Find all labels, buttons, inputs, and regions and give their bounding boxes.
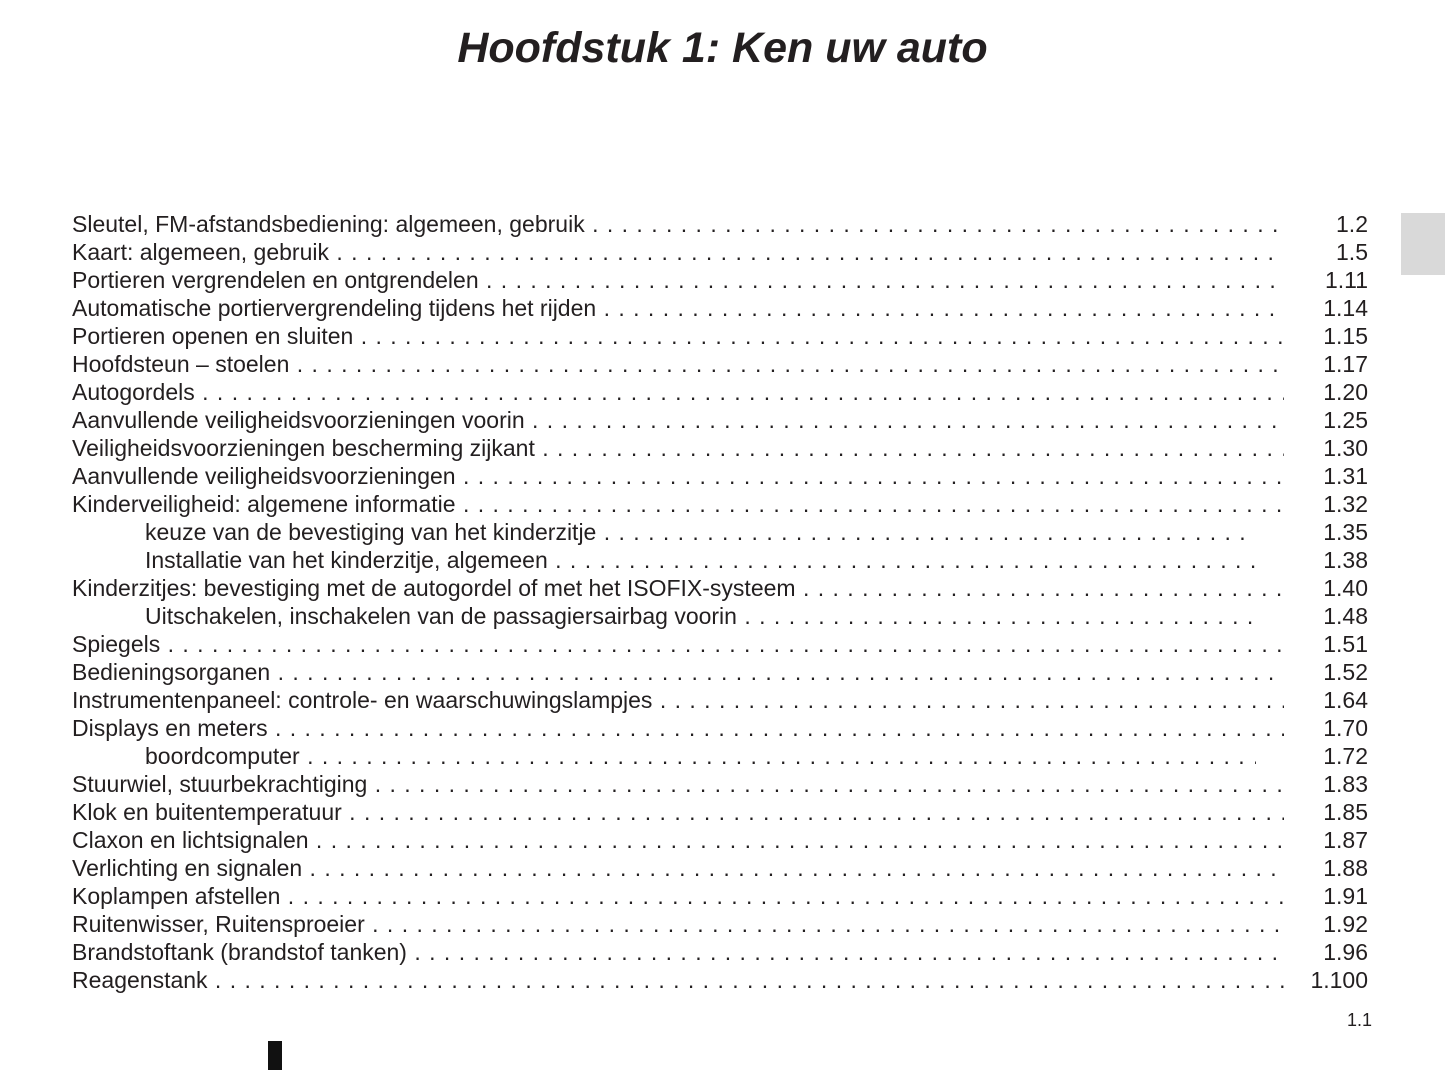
toc-entry-label: Sleutel, FM-afstandsbediening: algemeen, gebruik . . . (72, 210, 1284, 238)
toc-entry-page: 1.38 (1323, 547, 1368, 573)
toc-entry-label: Instrumentenpaneel: controle- en waarschuwingslampjes . . . (72, 686, 1284, 714)
toc-entry-label: Autogordels . . . (72, 378, 1284, 406)
toc-entry[interactable] (72, 490, 1372, 518)
toc-entry-page: 1.17 (1323, 351, 1368, 377)
toc-entry-page: 1.72 (1323, 743, 1368, 769)
toc-entry[interactable] (72, 686, 1372, 714)
toc-entry-label: Kinderzitjes: bevestiging met de autogordel of met het ISOFIX-systeem . . . (72, 574, 1284, 602)
toc-entry-page: 1.2 (1336, 211, 1368, 237)
toc-entry-page: 1.20 (1323, 379, 1368, 405)
toc-entry[interactable] (72, 882, 1372, 910)
toc-entry-label: Spiegels . . . (72, 630, 1284, 658)
toc-entry[interactable] (72, 266, 1372, 294)
toc-entry-page: 1.85 (1323, 799, 1368, 825)
toc-entry[interactable] (72, 742, 1372, 770)
toc-entry[interactable] (72, 714, 1372, 742)
toc-entry[interactable] (72, 518, 1372, 546)
toc-entry-label: Klok en buitentemperatuur . . . (72, 798, 1284, 826)
toc-entry-label: Kaart: algemeen, gebruik . . . (72, 238, 1284, 266)
toc-entry[interactable] (72, 462, 1372, 490)
toc-entry-page: 1.25 (1323, 407, 1368, 433)
toc-entry[interactable] (72, 602, 1372, 630)
toc-entry[interactable] (72, 546, 1372, 574)
toc-entry-label: Veiligheidsvoorzieningen bescherming zijkant . . . (72, 434, 1284, 462)
toc-entry-label: Ruitenwisser, Ruitensproeier . . . (72, 910, 1284, 938)
toc-entry[interactable] (72, 322, 1372, 350)
toc-entry[interactable] (72, 406, 1372, 434)
toc-entry-page: 1.35 (1323, 519, 1368, 545)
toc-entry[interactable] (72, 294, 1372, 322)
toc-entry-page: 1.30 (1323, 435, 1368, 461)
toc-entry-label: Installatie van het kinderzitje, algemeen . . . (145, 546, 1256, 574)
chapter-tab-marker (1401, 213, 1445, 275)
print-edge-mark (268, 1041, 282, 1070)
table-of-contents (72, 210, 1372, 994)
toc-entry[interactable] (72, 770, 1372, 798)
toc-entry-page: 1.88 (1323, 855, 1368, 881)
toc-entry[interactable] (72, 434, 1372, 462)
toc-entry-page: 1.83 (1323, 771, 1368, 797)
toc-entry-page: 1.32 (1323, 491, 1368, 517)
toc-entry-label: Displays en meters . . . (72, 714, 1284, 742)
toc-entry-label: Reagenstank . . . (72, 966, 1284, 994)
toc-entry[interactable] (72, 854, 1372, 882)
toc-entry-label: Aanvullende veiligheidsvoorzieningen . . . (72, 462, 1284, 490)
toc-entry[interactable] (72, 966, 1372, 994)
toc-entry-page: 1.48 (1323, 603, 1368, 629)
toc-entry[interactable] (72, 658, 1372, 686)
toc-entry-page: 1.14 (1323, 295, 1368, 321)
toc-entry[interactable] (72, 826, 1372, 854)
toc-entry-label: Portieren vergrendelen en ontgrendelen . . . (72, 266, 1284, 294)
toc-entry-label: Koplampen afstellen . . . (72, 882, 1284, 910)
toc-entry[interactable] (72, 350, 1372, 378)
toc-entry-label: Bedieningsorganen . . . (72, 658, 1284, 686)
toc-entry-page: 1.64 (1323, 687, 1368, 713)
toc-entry-page: 1.96 (1323, 939, 1368, 965)
toc-entry[interactable] (72, 238, 1372, 266)
toc-entry[interactable] (72, 938, 1372, 966)
toc-entry-label: Aanvullende veiligheidsvoorzieningen voorin . . . (72, 406, 1284, 434)
toc-entry-label: Kinderveiligheid: algemene informatie . . . (72, 490, 1284, 518)
toc-entry[interactable] (72, 910, 1372, 938)
toc-entry-label: keuze van de bevestiging van het kinderzitje . . . (145, 518, 1256, 546)
toc-entry-page: 1.91 (1323, 883, 1368, 909)
toc-entry[interactable] (72, 798, 1372, 826)
toc-entry-page: 1.70 (1323, 715, 1368, 741)
toc-entry-page: 1.52 (1323, 659, 1368, 685)
toc-entry-label: Hoofdsteun – stoelen . . . (72, 350, 1284, 378)
toc-entry-page: 1.100 (1310, 967, 1368, 993)
toc-entry-label: boordcomputer . . . (145, 742, 1256, 770)
toc-entry-label: Portieren openen en sluiten . . . (72, 322, 1284, 350)
page-title: Hoofdstuk 1: Ken uw auto (457, 24, 988, 72)
toc-entry-page: 1.15 (1323, 323, 1368, 349)
toc-entry[interactable] (72, 574, 1372, 602)
toc-entry[interactable] (72, 210, 1372, 238)
toc-entry-label: Uitschakelen, inschakelen van de passagiersairbag voorin . . . (145, 602, 1256, 630)
toc-entry-label: Verlichting en signalen . . . (72, 854, 1284, 882)
toc-entry-label: Brandstoftank (brandstof tanken) . . . (72, 938, 1284, 966)
toc-entry-label: Automatische portiervergrendeling tijdens het rijden . . . (72, 294, 1284, 322)
toc-entry-page: 1.5 (1336, 239, 1368, 265)
toc-entry-page: 1.51 (1323, 631, 1368, 657)
toc-entry-page: 1.87 (1323, 827, 1368, 853)
toc-entry-page: 1.92 (1323, 911, 1368, 937)
toc-entry[interactable] (72, 630, 1372, 658)
toc-entry-page: 1.11 (1324, 267, 1368, 293)
toc-entry[interactable] (72, 378, 1372, 406)
page-number: 1.1 (1346, 1010, 1372, 1030)
toc-entry-page: 1.31 (1323, 463, 1368, 489)
toc-entry-label: Claxon en lichtsignalen . . . (72, 826, 1284, 854)
toc-entry-label: Stuurwiel, stuurbekrachtiging . . . (72, 770, 1284, 798)
toc-entry-page: 1.40 (1323, 575, 1368, 601)
